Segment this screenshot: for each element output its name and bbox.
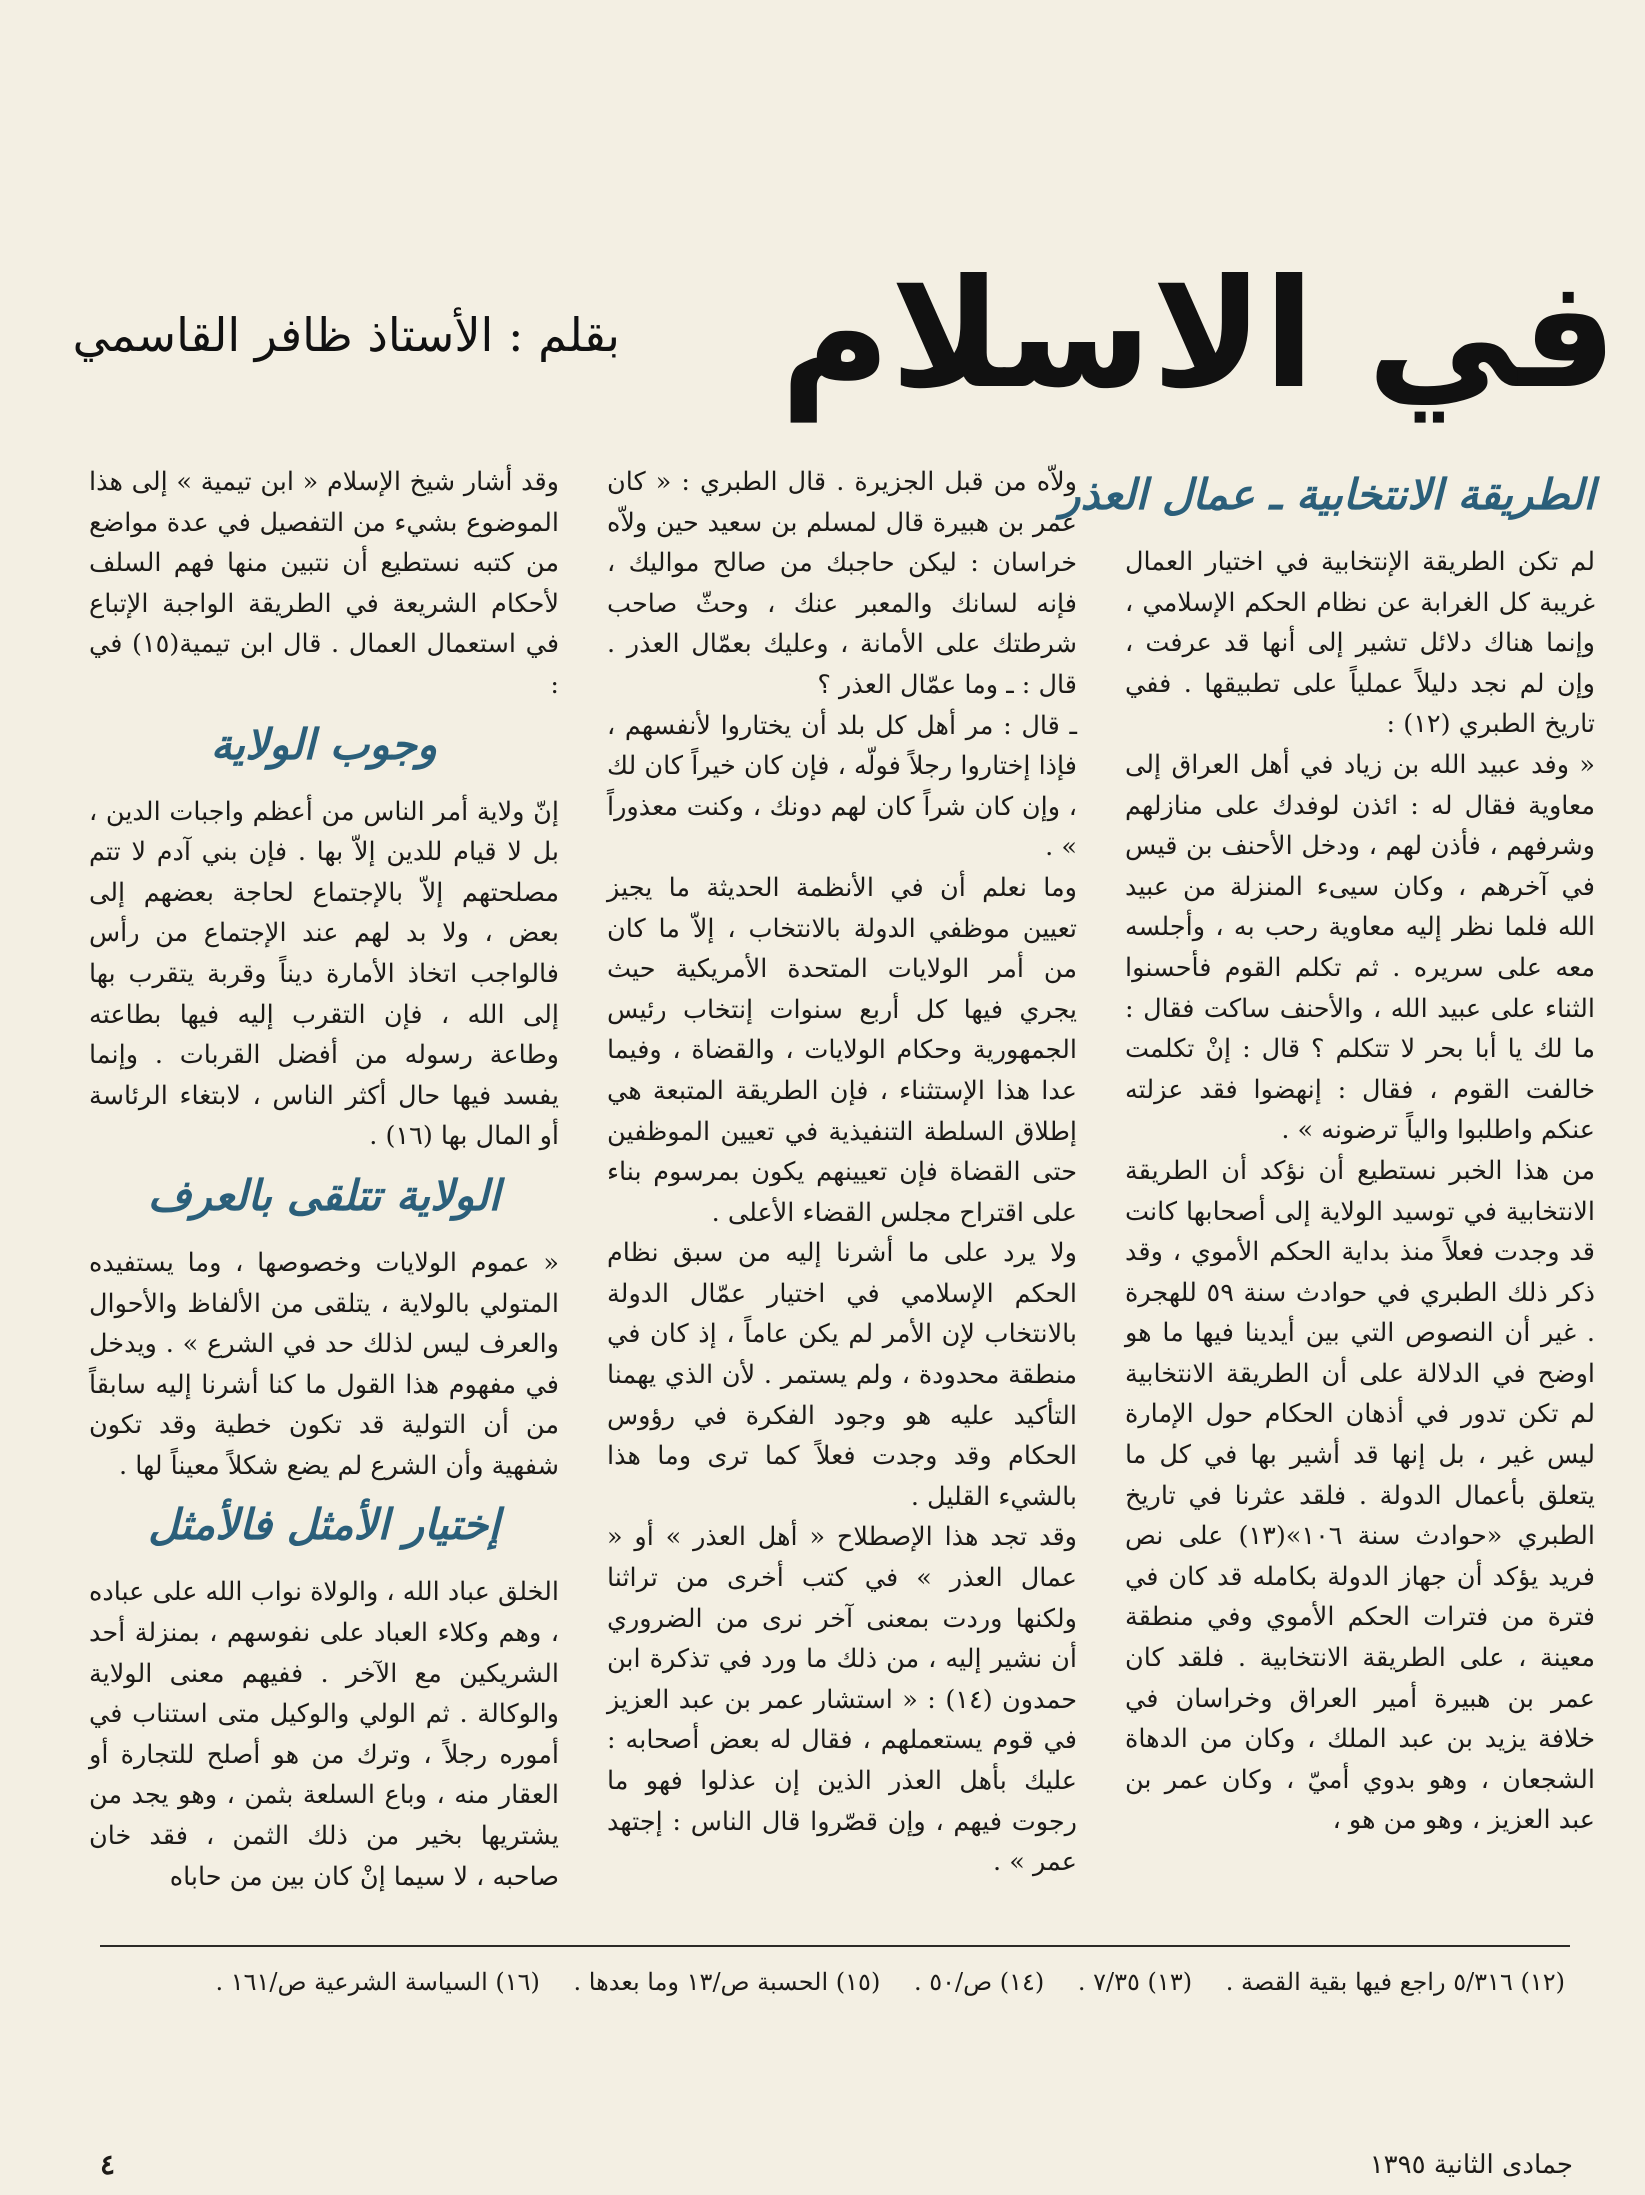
- section-heading-elective-method: الطريقة الانتخابية ـ عمال العذر: [1060, 470, 1595, 519]
- section-heading-best-choice: إختيار الأمثل فالأمثل: [148, 1500, 500, 1550]
- text-column-2: [607, 462, 1077, 1902]
- footnote: (١٦) السياسة الشرعية ص/١٦١ .: [215, 1968, 540, 1996]
- footnote-divider: [100, 1945, 1570, 1947]
- paragraph: « عموم الولايات وخصوصها ، وما يستفيده المتولي بالولاية ، يتلقى من الألفاظ والأحوال والعرف ليس لذلك حد في الشرع » . ويدخل في مفهوم هذا القول ما كنا أشرنا إليه سابقاً من أن التولية قد تكون خطية وقد تكون شفهية وأن الشرع لم يضع شكلاً معيناً لها .: [89, 1247, 559, 1481]
- paragraph: من هذا الخبر نستطيع أن نؤكد أن الطريقة الانتخابية في توسيد الولاية إلى أصحابها كانت قد وجدت فعلاً منذ بداية الحكم الأموي ، وقد ذكر ذلك الطبري في حوادث سنة ٥٩ للهجرة . غير أن النصوص التي بين أيدينا فيها ما هو اوضح في الدلالة على أن الطريقة الانتخابية لم تكن تدور في أذهان الحكام حول الإمارة ليس غير ، بل إنها قد أشير بها في كل ما يتعلق بأعمال الدولة . فلقد عثرنا في تاريخ الطبري «حوادث سنة ١٠٦»(١٣) على نص فريد يؤكد أن جهاز الدولة بكامله قد كان في فترة من فترات الحكم الأموي وفي منطقة معينة ، على الطريقة الانتخابية . فلقد كان عمر بن هبيرة أمير العراق وخراسان في خلافة يزيد بن عبد الملك ، وكان من الدهاة الشجعان ، وهو بدوي أميّ ، وكان عمر بن عبد العزيز ، وهو من هو ،: [1125, 1155, 1595, 1836]
- paragraph: « وفد عبيد الله بن زياد في أهل العراق إلى معاوية فقال له : ائذن لوفدك على منازلهم وشرفهم ، فأذن لهم ، ودخل الأحنف بن قيس في آخرهم ، وكان سيىء المنزلة من عبيد الله فلما نظر إليه معاوية رحب به ، وأجلسه معه على سريره . ثم تكلم القوم فأحسنوا الثناء على عبيد الله ، والأحنف ساكت فقال : ما لك يا أبا بحر لا تتكلم ؟ قال : إنْ تكلمت خالفت القوم ، فقال : إنهضوا فقد عزلته عنكم واطلبوا والياً ترضونه » .: [1125, 749, 1595, 1146]
- page-number: ٤: [100, 2148, 116, 2181]
- paragraph: وما نعلم أن في الأنظمة الحديثة ما يجيز تعيين موظفي الدولة بالانتخاب ، إلاّ ما كان من أمر الولايات المتحدة الأمريكية حيث يجري فيها كل أربع سنوات إنتخاب رئيس الجمهورية وحكام الولايات ، والقضاة ، وفيما عدا هذا الإستثناء ، فإن الطريقة المتبعة هي إطلاق السلطة التنفيذية في تعيين الموظفين حتى القضاة فإن تعيينهم يكون بمرسوم بناء على اقتراح مجلس القضاء الأعلى .: [607, 872, 1077, 1228]
- issue-date: جمادى الثانية ١٣٩٥: [1369, 2150, 1573, 2180]
- paragraph: وقد أشار شيخ الإسلام « ابن تيمية » إلى هذا الموضوع بشيء من التفصيل في عدة مواضع من كتبه نستطيع أن نتبين منها فهم السلف لأحكام الشريعة في الطريقة الواجبة الإتباع في استعمال العمال . قال ابن تيمية(١٥) في :: [89, 467, 560, 700]
- footnote: (١٤) ص/٥٠ .: [913, 1968, 1045, 1996]
- article-title: في الاسلام: [780, 248, 1617, 422]
- paragraph: الخلق عباد الله ، والولاة نواب الله على عباده ، وهم وكلاء العباد على نفوسهم ، بمنزلة أحد الشريكين مع الآخر . ففيهم معنى الولاية والوكالة . ثم الولي والوكيل متى استناب في أموره رجلاً ، وترك من هو أصلح للتجارة أو العقار منه ، وباع السلعة بثمن ، وهو يجد من يشتريها بخير من ذلك الثمن ، فقد خان صاحبه ، لا سيما إنْ كان بين من حاباه: [89, 1577, 559, 1892]
- text-column-3: [89, 462, 559, 1902]
- footnote: (١٣) ٧/٣٥ .: [1077, 1968, 1193, 1996]
- text-column-1: [1060, 460, 1595, 1900]
- footnotes: [105, 1962, 1565, 2052]
- footnote: (١٢) ٥/٣١٦ راجع فيها بقية القصة .: [1225, 1968, 1565, 1996]
- section-heading-obligation: وجوب الولاية: [210, 719, 438, 769]
- paragraph: إنّ ولاية أمر الناس من أعظم واجبات الدين ، بل لا قيام للدين إلاّ بها . فإن بني آدم لا تتم مصلحتهم إلاّ بالإجتماع لحاجة بعضهم إلى بعض ، ولا بد لهم عند الإجتماع من رأس فالواجب اتخاذ الأمارة ديناً وقربة يتقرب بها إلى الله ، فإن التقرب إليه فيها بطاعته وطاعة رسوله من أفضل القربات . وإنما يفسد فيها حال أكثر الناس ، لابتغاء الرئاسة أو المال بها (١٦) .: [89, 796, 559, 1152]
- paragraph: ولاّه من قبل الجزيرة . قال الطبري : « كان عمر بن هبيرة قال لمسلم بن سعيد حين ولاّه خراسان : ليكن حاجبك من صالح مواليك ، فإنه لسانك والمعبر عنك ، وحثّ صاحب شرطتك على الأمانة ، وعليك بعمّال العذر . قال : ـ وما عمّال العذر ؟: [607, 467, 1077, 700]
- paragraph: ولا يرد على ما أشرنا إليه من سبق نظام الحكم الإسلامي في اختيار عمّال الدولة بالانتخاب لإن الأمر لم يكن عاماً ، إذ كان في منطقة محدودة ، ولم يستمر . لأن الذي يهمنا التأكيد عليه هو وجود الفكرة في رؤوس الحكام وقد وجدت فعلاً كما ترى وما هذا بالشيء القليل .: [607, 1238, 1077, 1512]
- paragraph: وقد تجد هذا الإصطلاح « أهل العذر » أو « عمال العذر » في كتب أخرى من تراثنا ولكنها وردت بمعنى آخر نرى من الضروري أن نشير إليه ، من ذلك ما ورد في تذكرة ابن حمدون (١٤) : « استشار عمر بن عبد العزيز في قوم يستعملهم ، فقال له بعض أصحابه : عليك بأهل العذر الذين إن عذلوا فهو ما رجوت فيهم ، وإن قصّروا قال الناس : إجتهد عمر » .: [607, 1522, 1077, 1878]
- paragraph: لم تكن الطريقة الإنتخابية في اختيار العمال غريبة كل الغرابة عن نظام الحكم الإسلامي ، وإنما هناك دلائل تشير إلى أنها قد عرفت ، وإن لم نجد دليلاً عملياً على تطبيقها . ففي تاريخ الطبري (١٢) :: [1125, 547, 1595, 740]
- paragraph: ـ قال : مر أهل كل بلد أن يختاروا لأنفسهم ، فإذا إختاروا رجلاً فولّه ، فإن كان خيراً كان لك ، وإن كان شراً كان لهم دونك ، وكنت معذوراً » .: [607, 710, 1077, 863]
- author-byline: بقلم : الأستاذ ظافر القاسمي: [72, 308, 620, 362]
- section-heading-custom: الولاية تتلقى بالعرف: [147, 1170, 501, 1220]
- footnote: (١٥) الحسبة ص/١٣ وما بعدها .: [573, 1968, 881, 1996]
